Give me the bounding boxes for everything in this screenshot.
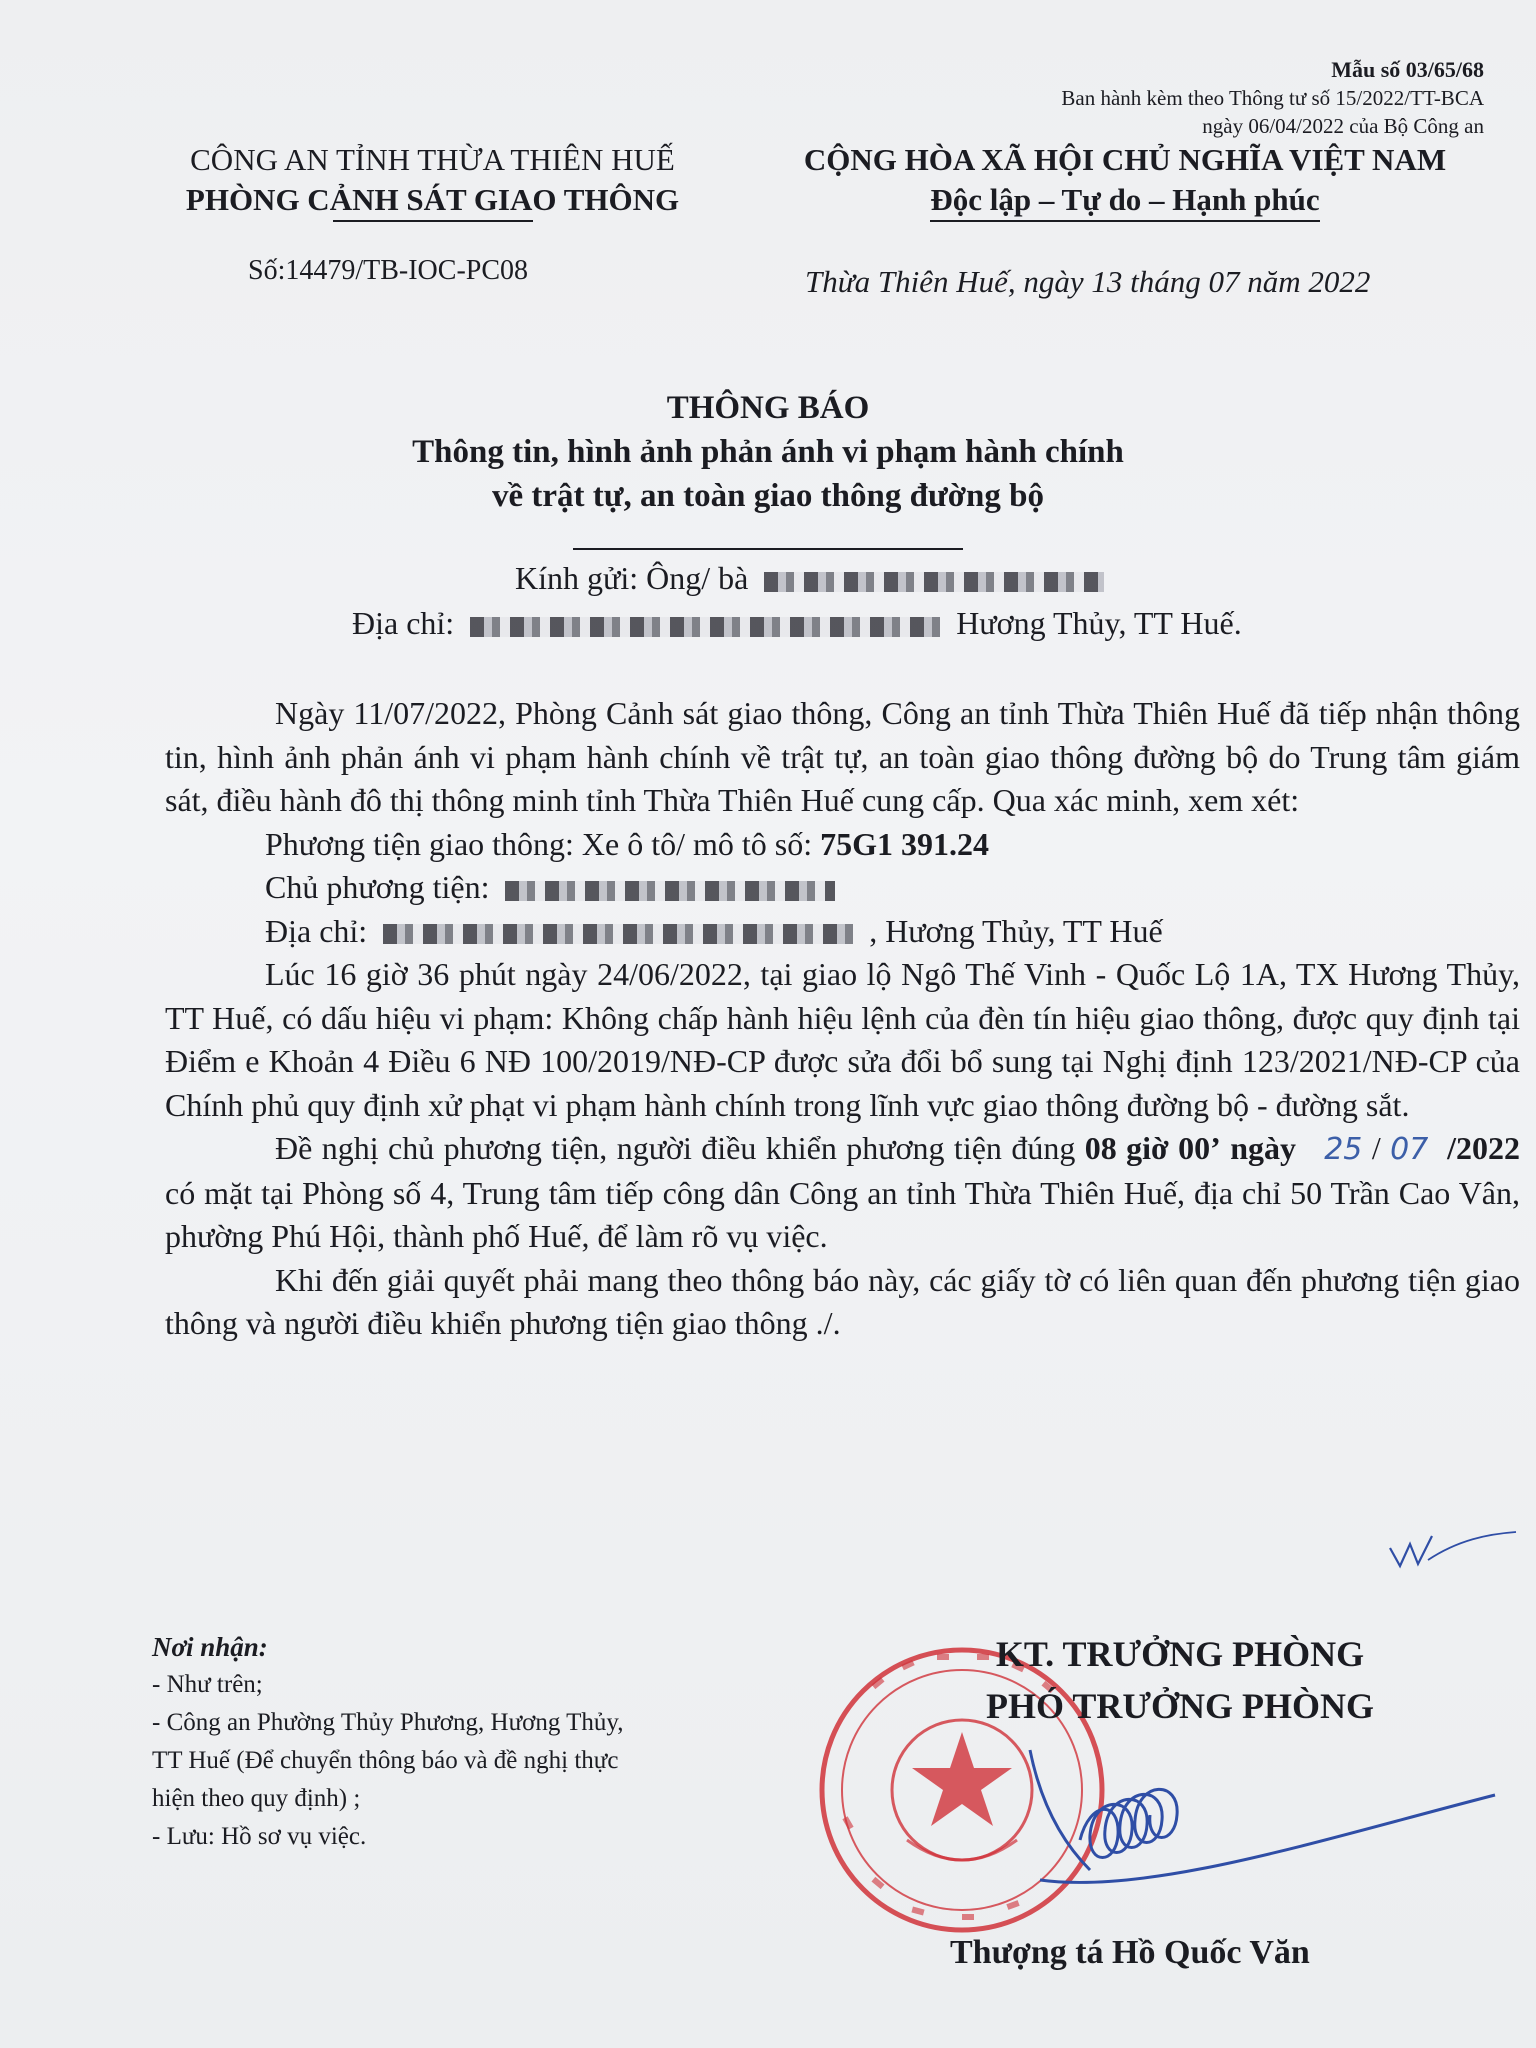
handwritten-month: 07 xyxy=(1390,1132,1429,1167)
document-number: Số:14479/TB-IOC-PC08 xyxy=(248,255,529,286)
title-main: THÔNG BÁO xyxy=(666,390,870,426)
signature-title xyxy=(920,1628,1440,1732)
redacted-name xyxy=(764,572,1104,592)
appointment-year: /2022 xyxy=(1447,1130,1520,1166)
redacted-owner-address xyxy=(383,924,853,944)
receivers-title: Nơi nhận: xyxy=(152,1632,268,1662)
paragraph-3 xyxy=(165,1127,1520,1259)
appointment-time: 08 giờ 00’ xyxy=(1084,1130,1221,1166)
receiver-item: TT Huế (Để chuyển thông báo và đề nghị thực xyxy=(152,1747,619,1774)
agency-underline xyxy=(333,220,533,222)
agency-header xyxy=(145,140,720,222)
p3-day-label: ngày xyxy=(1230,1130,1296,1166)
title-underline xyxy=(573,548,963,550)
redacted-address xyxy=(470,617,940,637)
recipient-address xyxy=(352,605,1242,642)
owner-label: Chủ phương tiện: xyxy=(265,869,490,905)
receiver-item: - Công an Phường Thủy Phương, Hương Thủy, xyxy=(152,1709,624,1736)
signature-line-2: PHÓ TRƯỞNG PHÒNG xyxy=(985,1686,1374,1726)
document-body xyxy=(165,692,1520,1346)
owner-address-line xyxy=(165,910,1520,954)
document-date: Thừa Thiên Huế, ngày 13 tháng 07 năm 2022 xyxy=(805,264,1371,299)
vehicle-plate: 75G1 391.24 xyxy=(820,825,990,862)
p3-start: Đề nghị chủ phương tiện, người điều khiển phương tiện đúng xyxy=(275,1130,1076,1166)
date-separator: / xyxy=(1371,1130,1381,1166)
paragraph-1: Ngày 11/07/2022, Phòng Cảnh sát giao thông, Công an tỉnh Thừa Thiên Huế đã tiếp nhận thông tin, hình ảnh phản ánh vi phạm hành chính về trật tự, an toàn giao thông đường bộ do Trung tâm giám sát, điều hành đô thị thông minh tỉnh Thừa Thiên Huế cung cấp. Qua xác minh, xem xét: xyxy=(165,695,1520,818)
form-reference xyxy=(1061,56,1484,140)
p3-rest: có mặt tại Phòng số 4, Trung tâm tiếp công dân Công an tỉnh Thừa Thiên Huế, địa chỉ 50 Trần Cao Vân, phường Phú Hội, thành phố Huế, để làm rõ vụ việc. xyxy=(165,1174,1520,1254)
receiver-item: hiện theo quy định) ; xyxy=(152,1785,361,1812)
vehicle-line xyxy=(165,823,1520,867)
signature-line-1: KT. TRƯỞNG PHÒNG xyxy=(995,1634,1365,1674)
form-number: Mẫu số 03/65/68 xyxy=(1331,57,1484,82)
recipient-address-tail: Hương Thủy, TT Huế. xyxy=(956,605,1242,641)
title-sub-2: về trật tự, an toàn giao thông đường bộ xyxy=(491,478,1044,514)
recipient-line xyxy=(515,560,1112,597)
national-line-1: CỘNG HÒA XÃ HỘI CHỦ NGHĨA VIỆT NAM xyxy=(803,142,1447,177)
receiver-item: - Như trên; xyxy=(152,1671,263,1698)
national-header xyxy=(745,140,1505,222)
handwritten-signature xyxy=(1000,1720,1500,1920)
receiver-item: - Lưu: Hồ sơ vụ việc. xyxy=(152,1823,367,1850)
vehicle-label: Phương tiện giao thông: Xe ô tô/ mô tô số: xyxy=(265,825,813,862)
recipient-address-label: Địa chỉ: xyxy=(352,605,455,641)
agency-line-2: PHÒNG CẢNH SÁT GIAO THÔNG xyxy=(185,182,680,217)
form-line-2: ngày 06/04/2022 của Bộ Công an xyxy=(1202,114,1484,138)
document-title xyxy=(0,386,1536,562)
handwritten-tick xyxy=(1388,1530,1518,1570)
owner-address-label: Địa chỉ: xyxy=(265,912,368,949)
title-sub-1: Thông tin, hình ảnh phản ánh vi phạm hành chính xyxy=(412,434,1124,470)
motto-underline xyxy=(930,220,1320,222)
redacted-owner xyxy=(505,881,835,901)
handwritten-day: 25 xyxy=(1324,1132,1363,1167)
national-motto: Độc lập – Tự do – Hạnh phúc xyxy=(930,182,1320,217)
owner-address-tail: , Hương Thủy, TT Huế xyxy=(869,912,1163,949)
receivers-block xyxy=(152,1628,624,1856)
owner-line xyxy=(165,866,1520,910)
form-line-1: Ban hành kèm theo Thông tư số 15/2022/TT-BCA xyxy=(1061,86,1484,110)
signer-name: Thượng tá Hồ Quốc Văn xyxy=(950,1934,1310,1971)
agency-line-1: CÔNG AN TỈNH THỪA THIÊN HUẾ xyxy=(190,142,675,177)
paragraph-4: Khi đến giải quyết phải mang theo thông báo này, các giấy tờ có liên quan đến phương tiện giao thông và người điều khiển phương tiện giao thông ./. xyxy=(165,1261,1520,1341)
recipient-greeting: Kính gửi: Ông/ bà xyxy=(515,560,749,596)
paragraph-2: Lúc 16 giờ 36 phút ngày 24/06/2022, tại giao lộ Ngô Thế Vinh - Quốc Lộ 1A, TX Hương Thủy, TT Huế, có dấu hiệu vi phạm: Không chấp hành hiệu lệnh của đèn tín hiệu giao thông, được quy định tại Điểm e Khoản 4 Điều 6 NĐ 100/2019/NĐ-CP được sửa đổi bổ sung tại Nghị định 123/2021/NĐ-CP của Chính phủ quy định xử phạt vi phạm hành chính trong lĩnh vực giao thông đường bộ - đường sắt. xyxy=(165,956,1520,1123)
